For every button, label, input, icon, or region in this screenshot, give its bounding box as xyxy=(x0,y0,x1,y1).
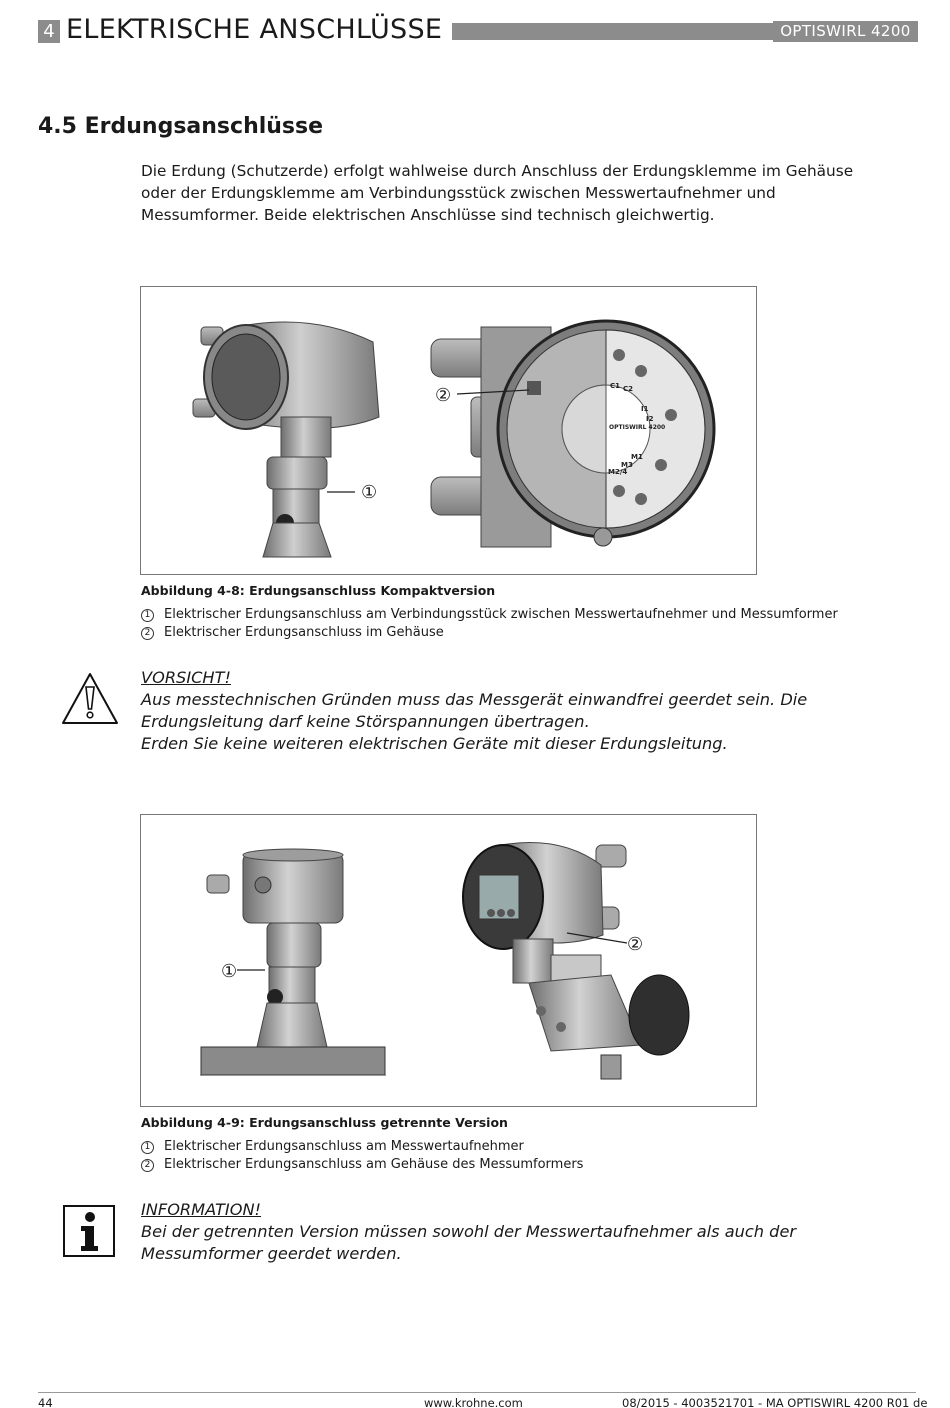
information-note xyxy=(141,1199,796,1265)
figure-compact-version xyxy=(140,286,757,575)
intro-paragraph xyxy=(141,160,911,226)
terminal-label: M2/4 xyxy=(608,468,628,476)
legend-number: 2 xyxy=(141,1159,154,1172)
figure1-caption: Abbildung 4-8: Erdungsanschluss Kompaktversion xyxy=(141,583,496,598)
legend-text: Elektrischer Erdungsanschluss am Verbindungsstück zwischen Messwertaufnehmer und Messumformer xyxy=(164,607,838,622)
terminal-label: M3 xyxy=(621,461,633,469)
open-housing-drawing xyxy=(431,321,714,547)
intro-line: Die Erdung (Schutzerde) erfolgt wahlweise durch Anschluss der Erdungsklemme im Gehäuse xyxy=(141,162,854,180)
terminal-label: M1 xyxy=(631,453,643,461)
legend-item xyxy=(141,606,838,624)
chapter-title: ELEKTRISCHE ANSCHLÜSSE xyxy=(66,14,443,45)
legend-item xyxy=(141,624,838,642)
figure2-legend xyxy=(141,1138,583,1174)
caution-note xyxy=(141,667,807,755)
caution-line: Erden Sie keine weiteren elektrischen Geräte mit dieser Erdungsleitung. xyxy=(141,734,728,753)
callout-1: ① xyxy=(361,482,378,503)
figure-separate-version xyxy=(140,814,757,1107)
terminal-label: I1 xyxy=(641,405,649,413)
legend-number: 1 xyxy=(141,609,154,622)
header-bar xyxy=(452,23,773,40)
legend-text: Elektrischer Erdungsanschluss am Messwertaufnehmer xyxy=(164,1139,524,1154)
information-heading: INFORMATION! xyxy=(141,1200,262,1219)
footer-divider xyxy=(38,1392,916,1393)
terminal-label: C1 xyxy=(610,382,621,390)
info-icon xyxy=(62,1204,116,1258)
legend-text: Elektrischer Erdungsanschluss am Gehäuse des Messumformers xyxy=(164,1157,584,1172)
chapter-number-badge: 4 xyxy=(38,20,60,43)
intro-line: oder der Erdungsklemme am Verbindungsstück zwischen Messwertaufnehmer und xyxy=(141,184,776,202)
figure2-caption: Abbildung 4-9: Erdungsanschluss getrennte Version xyxy=(141,1115,508,1130)
section-title: 4.5 Erdungsanschlüsse xyxy=(38,114,324,139)
warning-triangle-icon xyxy=(60,671,120,726)
caution-line: Erdungsleitung darf keine Störspannungen übertragen. xyxy=(141,712,590,731)
legend-number: 2 xyxy=(141,627,154,640)
footer-website: www.krohne.com xyxy=(424,1396,523,1408)
legend-text: Elektrischer Erdungsanschluss im Gehäuse xyxy=(164,625,444,640)
legend-number: 1 xyxy=(141,1141,154,1154)
compact-version-illustration xyxy=(141,287,756,574)
callout-2: ② xyxy=(435,385,452,406)
product-name: OPTISWIRL 4200 xyxy=(773,21,918,42)
information-line: Bei der getrennten Version müssen sowohl der Messwertaufnehmer als auch der xyxy=(141,1222,797,1241)
terminal-label: I2 xyxy=(646,415,654,423)
terminal-label: OPTISWIRL 4200 xyxy=(609,424,666,431)
information-line: Messumformer geerdet werden. xyxy=(141,1244,402,1263)
caution-heading: VORSICHT! xyxy=(141,668,231,687)
terminal-label: C2 xyxy=(623,385,634,393)
footer-doc-ref: 08/2015 - 4003521701 - MA OPTISWIRL 4200 R01 de xyxy=(622,1396,928,1408)
page-number: 44 xyxy=(38,1396,53,1408)
separate-version-illustration xyxy=(141,815,756,1106)
legend-item xyxy=(141,1138,583,1156)
compact-device-drawing xyxy=(193,322,379,557)
intro-line: Messumformer. Beide elektrischen Anschlüsse sind technisch gleichwertig. xyxy=(141,206,715,224)
callout-2: ② xyxy=(627,934,644,955)
legend-item xyxy=(141,1156,583,1174)
callout-1: ① xyxy=(221,961,238,982)
converter-drawing xyxy=(463,843,689,1080)
caution-line: Aus messtechnischen Gründen muss das Messgerät einwandfrei geerdet sein. Die xyxy=(141,690,808,709)
figure1-legend xyxy=(141,606,838,642)
